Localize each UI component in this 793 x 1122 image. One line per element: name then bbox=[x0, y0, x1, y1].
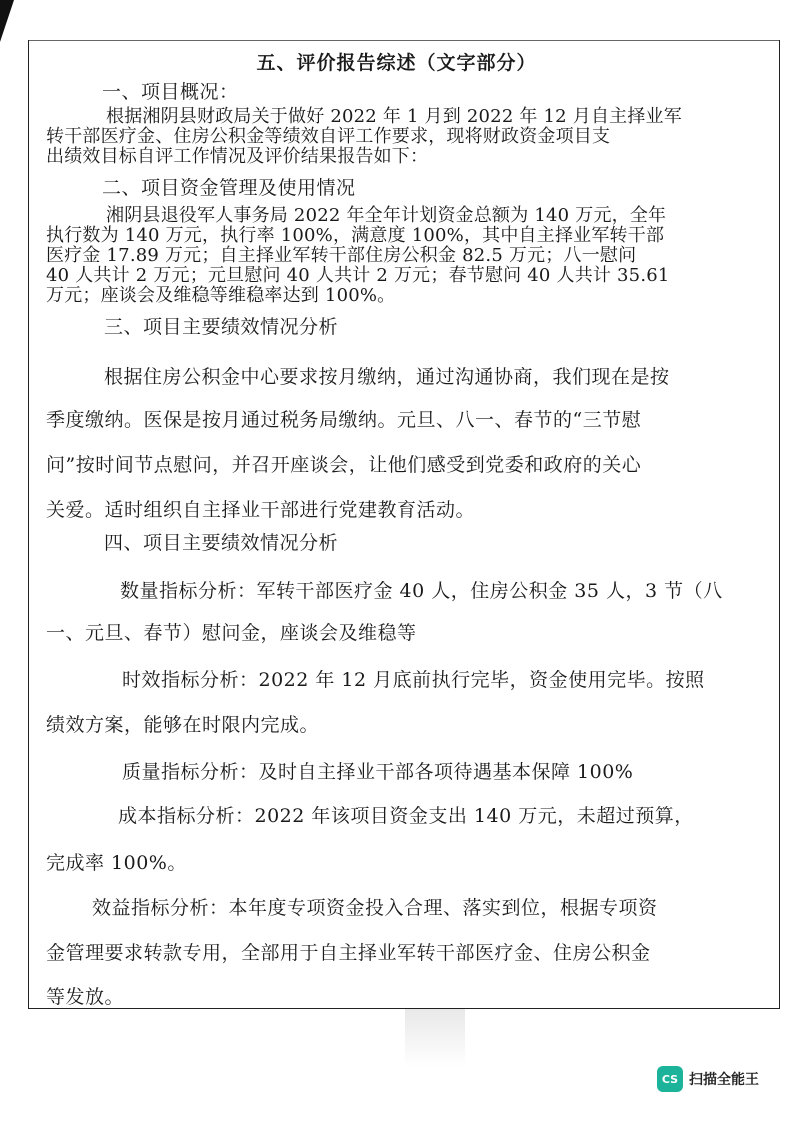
paragraph-line: 万元；座谈会及维稳等维稳率达到 100%。 bbox=[46, 285, 396, 306]
paragraph-line: 成本指标分析：2022 年该项目资金支出 140 万元，未超过预算， bbox=[118, 805, 694, 827]
paragraph-line: 等发放。 bbox=[46, 986, 125, 1008]
paragraph-line: 时效指标分析：2022 年 12 月底前执行完毕，资金使用完毕。按照 bbox=[122, 669, 705, 691]
section-3-heading: 三、项目主要绩效情况分析 bbox=[104, 316, 339, 338]
paragraph-line: 40 人共计 2 万元；元旦慰问 40 人共计 2 万元；春节慰问 40 人共计 35.61 bbox=[46, 265, 670, 286]
paragraph-line: 绩效方案，能够在时限内完成。 bbox=[46, 714, 320, 736]
section-1-heading: 一、项目概况： bbox=[102, 81, 239, 103]
paragraph-line: 季度缴纳。医保是按月通过税务局缴纳。元旦、八一、春节的“三节慰 bbox=[46, 409, 642, 431]
paragraph-line: 一、元旦、春节）慰问金，座谈会及维稳等 bbox=[46, 622, 417, 644]
watermark-label: 扫描全能王 bbox=[689, 1072, 759, 1088]
paragraph-line: 执行数为 140 万元，执行率 100%，满意度 100%，其中自主择业军转干部 bbox=[46, 225, 665, 246]
paragraph-line: 金管理要求转款专用，全部用于自主择业军转干部医疗金、住房公积金 bbox=[46, 942, 651, 964]
report-title: 五、评价报告综述（文字部分） bbox=[256, 52, 537, 74]
paragraph-line: 根据湘阴县财政局关于做好 2022 年 1 月到 2022 年 12 月自主择业军 bbox=[106, 106, 682, 127]
paragraph-line: 医疗金 17.89 万元；自主择业军转干部住房公积金 82.5 万元；八一慰问 bbox=[46, 245, 637, 266]
section-2-heading: 二、项目资金管理及使用情况 bbox=[102, 177, 356, 199]
paragraph-line: 问”按时间节点慰问，并召开座谈会，让他们感受到党委和政府的关心 bbox=[46, 454, 642, 476]
scan-corner-mark bbox=[0, 0, 14, 42]
section-4-heading: 四、项目主要绩效情况分析 bbox=[104, 532, 339, 554]
paragraph-line: 关爱。适时组织自主择业干部进行党建教育活动。 bbox=[46, 499, 476, 521]
scan-shadow bbox=[405, 1008, 465, 1068]
paragraph-line: 出绩效目标自评工作情况及评价结果报告如下： bbox=[46, 146, 429, 167]
paragraph-line: 效益指标分析：本年度专项资金投入合理、落实到位，根据专项资 bbox=[92, 897, 658, 919]
paragraph-line: 湘阴县退役军人事务局 2022 年全年计划资金总额为 140 万元，全年 bbox=[106, 205, 667, 226]
paragraph-line: 根据住房公积金中心要求按月缴纳，通过沟通协商，我们现在是按 bbox=[104, 366, 670, 388]
paragraph-line: 转干部医疗金、住房公积金等绩效自评工作要求，现将财政资金项目支 bbox=[46, 126, 611, 147]
paragraph-line: 质量指标分析：及时自主择业干部各项待遇基本保障 100% bbox=[122, 761, 634, 783]
scanner-watermark bbox=[657, 1066, 759, 1092]
paragraph-line: 数量指标分析：军转干部医疗金 40 人，住房公积金 35 人，3 节（八 bbox=[120, 580, 723, 602]
camscanner-icon: CS bbox=[657, 1066, 683, 1092]
paragraph-line: 完成率 100%。 bbox=[46, 852, 187, 874]
